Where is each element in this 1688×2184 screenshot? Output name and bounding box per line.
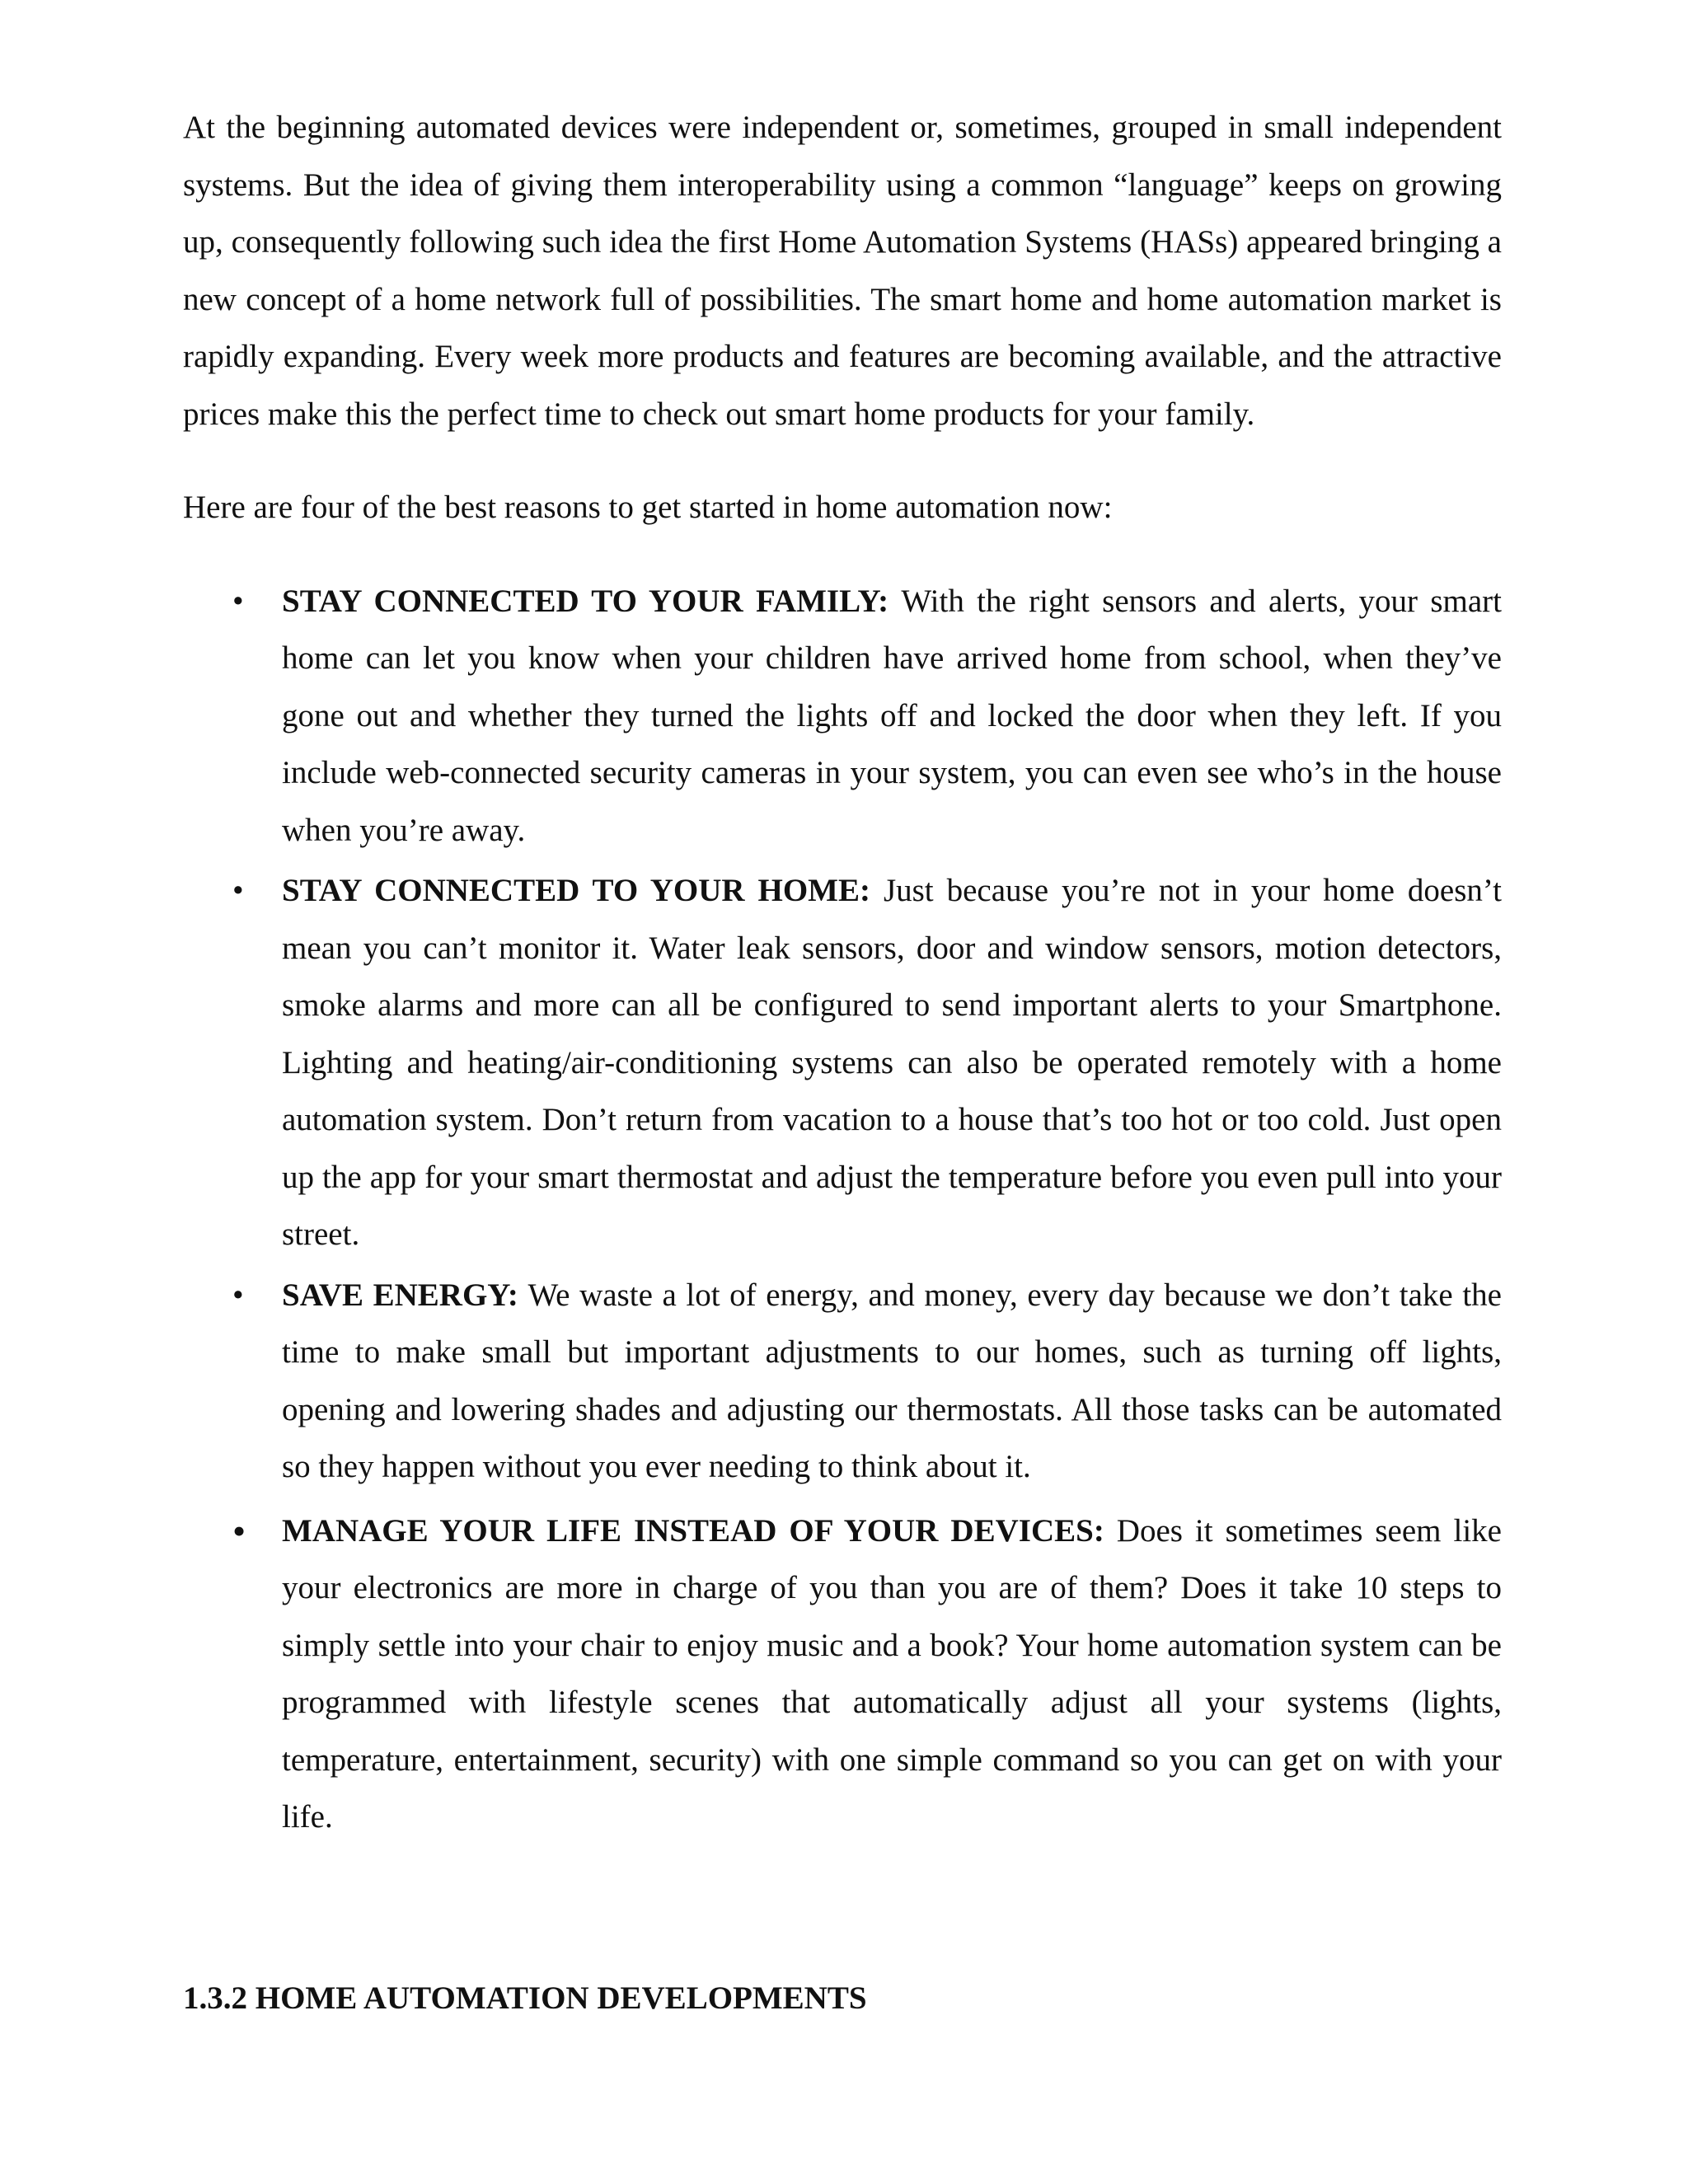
list-item — [183, 862, 1502, 1263]
intro-paragraph: At the beginning automated devices were independent or, sometimes, grouped in small independent systems. But the idea of giving them interoperability using a common “language” keeps on growing up, consequently following such idea the first Home Automation Systems (HASs) appeared bringing a new concept of a home network full of possibilities. The smart home and home automation market is rapidly expanding. Every week more products and features are becoming available, and the attractive prices make this the perfect time to check out smart home products for your family. — [183, 110, 1502, 432]
reasons-lead-sentence: Here are four of the best reasons to get started in home automation now: — [183, 490, 1113, 525]
bullet-icon: • — [232, 1509, 246, 1552]
list-item — [183, 573, 1502, 860]
reason-text: Just because you’re not in your home doesn’t mean you can’t monitor it. Water leak sensors, door and window sensors, motion detectors, smoke alarms and more can all be configured to send important alerts to your Smartphone. Lighting and heating/air-conditioning systems can also be operated remotely with a home automation system. Don’t return from vacation to a house that’s too hot or too cold. Just open up the app for your smart thermostat and adjust the temperature before you even pull into your street. — [282, 873, 1502, 1252]
reason-label: STAY CONNECTED TO YOUR HOME: — [282, 873, 884, 908]
bullet-icon: • — [232, 1277, 244, 1313]
reason-label: MANAGE YOUR LIFE INSTEAD OF YOUR DEVICES: — [282, 1512, 1117, 1549]
reasons-list — [183, 573, 1502, 1846]
reason-label: SAVE ENERGY: — [282, 1277, 528, 1313]
bullet-icon: • — [232, 873, 244, 908]
reason-text: With the right sensors and alerts, your smart home can let you know when your children have arrived home from school, when they’ve gone out and whether they turned the lights off and locked the door when they left. If you include web-connected security cameras in your system, you can even see who’s in the house when you’re away. — [282, 583, 1503, 848]
reason-text: Does it sometimes seem like your electronics are more in charge of you than you are of them? Does it take 10 steps to simply settle into your chair to enjoy music and a book? Your home automation system can be programmed with lifestyle scenes that automatically adjust all your systems (lights, temperature, entertainment, security) with one simple command so you can get on with your life. — [282, 1512, 1502, 1835]
reason-label: STAY CONNECTED TO YOUR FAMILY: — [282, 583, 902, 619]
bullet-icon: • — [232, 583, 244, 619]
document-page — [183, 99, 1502, 2027]
section-heading: 1.3.2 HOME AUTOMATION DEVELOPMENTS — [183, 1980, 867, 2016]
list-item — [183, 1502, 1502, 1846]
list-item — [183, 1267, 1502, 1496]
reason-text: We waste a lot of energy, and money, every day because we don’t take the time to make small but important adjustments to our homes, such as turning off lights, opening and lowering shades and adjusting our thermostats. All those tasks can be automated so they happen without you ever needing to think about it. — [282, 1277, 1502, 1484]
